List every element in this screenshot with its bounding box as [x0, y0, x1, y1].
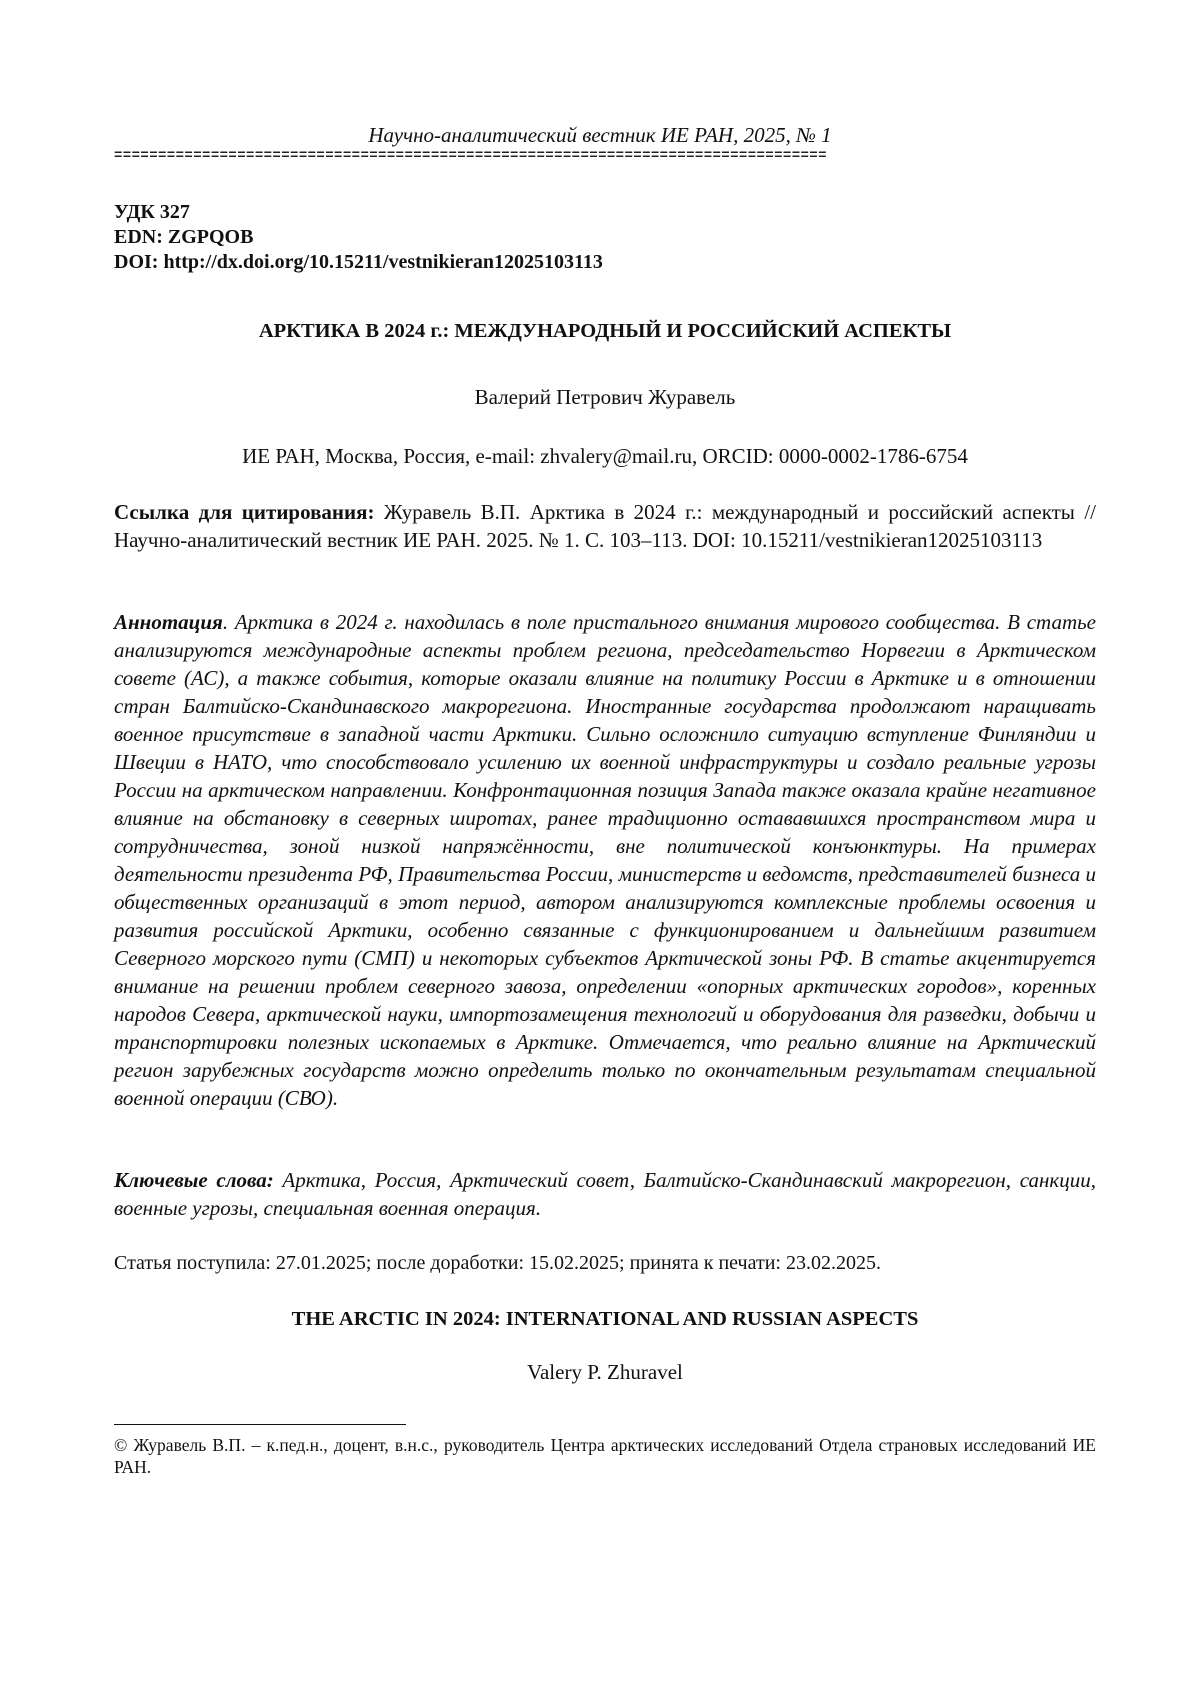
- author-affiliation: ИЕ РАН, Москва, Россия, e-mail: zhvalery@mail.ru, ORCID: 0000-0002-1786-6754: [242, 444, 968, 468]
- doi-link[interactable]: DOI: http://dx.doi.org/10.15211/vestnikieran12025103113: [114, 251, 603, 273]
- keywords-block: [114, 1166, 1096, 1222]
- author-name-ru: Валерий Петрович Журавель: [474, 385, 736, 409]
- citation-text: Журавель В.П. Арктика в 2024 г.: международный и российский аспекты // Научно-аналитический вестник ИЕ РАН. 2025. № 1. С. 103–113. DOI: 10.15211/vestnikieran12025103113: [114, 500, 1096, 552]
- author-name-en: Valery P. Zhuravel: [527, 1360, 683, 1384]
- article-title-ru: АРКТИКА В 2024 г.: МЕЖДУНАРОДНЫЙ И РОССИЙСКИЙ АСПЕКТЫ: [258, 320, 952, 342]
- submission-dates: Статья поступила: 27.01.2025; после доработки: 15.02.2025; принята к печати: 23.02.2025.: [114, 1252, 881, 1274]
- abstract-text: . Арктика в 2024 г. находилась в поле пристального внимания мирового сообщества. В статье анализируются международные аспекты проблем региона, председательство Норвегии в Арктическом совете (АС), а также события, которые оказали влияние на политику России в Арктике и в отношении стран Балтийско-Скандинавского макрорегиона. Иностранные государства продолжают наращивать военное присутствие в западной части Арктики. Сильно осложнило ситуацию вступление Финляндии и Швеции в НАТО, что способствовало усилению их военной инфраструктуры и создало реальные угрозы России на арктическом направлении. Конфронтационная позиция Запада также оказала крайне негативное влияние на обстановку в северных широтах, ранее традиционно остававшихся пространством мира и сотрудничества, зоной низкой напряжённости, вне политической конъюнктуры. На примерах деятельности президента РФ, Правительства России, министерств и ведомств, представителей бизнеса и общественных организаций в этот период, автором анализируются комплексные проблемы освоения и развития российской Арктики, особенно связанные с функционированием и дальнейшим развитием Северного морского пути (СМП) и некоторых субъектов Арктической зоны РФ. В статье акцентируется внимание на решении проблем северного завоза, определении «опорных арктических городов», коренных народов Севера, арктической науки, импортозамещения технологий и оборудования для разведки, добычи и транспортировки полезных ископаемых в Арктике. Отмечается, что реально влияние на Арктический регион зарубежных государств можно определить только по окончательным результатам специальной военной операции (СВО).: [114, 610, 1096, 1110]
- keywords-lead: Ключевые слова:: [114, 1168, 274, 1192]
- udk-code: УДК 327: [114, 201, 190, 223]
- keywords-text: Арктика, Россия, Арктический совет, Балтийско-Скандинавский макрорегион, санкции, военные угрозы, специальная военная операция.: [114, 1168, 1096, 1220]
- article-metadata: [114, 200, 603, 275]
- edn-code: EDN: ZGPQOB: [114, 226, 254, 248]
- header-rule: =================================================================================: [114, 150, 827, 162]
- author-footnote: © Журавель В.П. – к.пед.н., доцент, в.н.с., руководитель Центра арктических исследований Отдела страновых исследований ИЕ РАН.: [114, 1435, 1096, 1477]
- abstract-lead: Аннотация: [114, 610, 223, 634]
- running-header: Научно-аналитический вестник ИЕ РАН, 2025, № 1: [368, 123, 832, 147]
- citation-block: [114, 498, 1096, 554]
- article-title-en: THE ARCTIC IN 2024: INTERNATIONAL AND RUSSIAN ASPECTS: [291, 1308, 919, 1330]
- abstract-block: [114, 608, 1096, 1112]
- footnote-divider: [114, 1424, 406, 1425]
- citation-lead: Ссылка для цитирования:: [114, 500, 375, 524]
